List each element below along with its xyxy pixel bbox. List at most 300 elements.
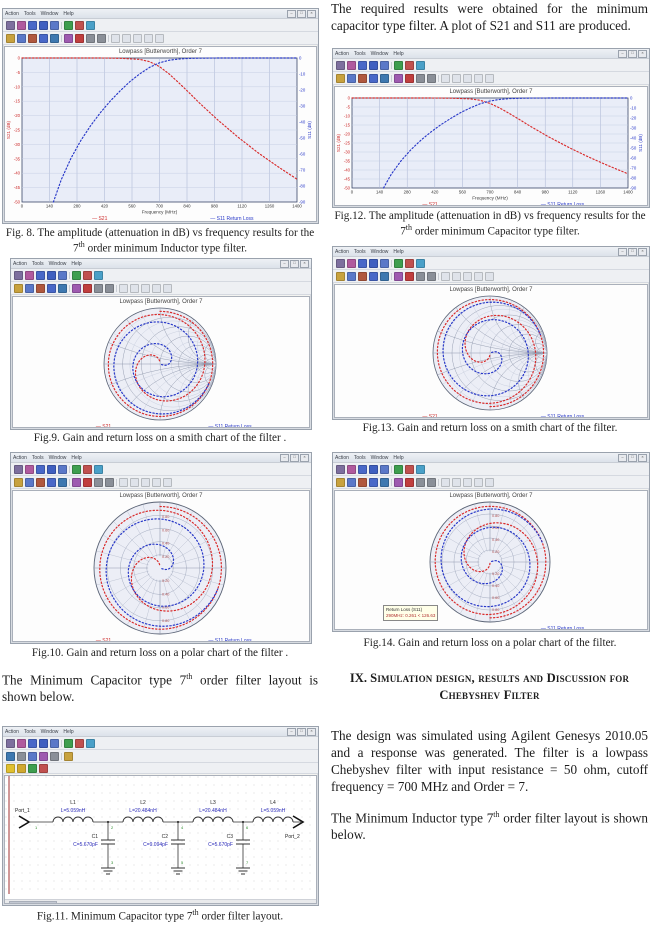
scrollbar-thumb[interactable] xyxy=(9,901,57,904)
svg-text:-60: -60 xyxy=(630,155,637,161)
close-button[interactable]: × xyxy=(300,454,309,462)
pan-icon[interactable] xyxy=(47,284,56,293)
menu-help[interactable]: Help xyxy=(393,454,404,461)
svg-text:-80: -80 xyxy=(299,183,306,189)
refresh-icon[interactable] xyxy=(416,259,425,268)
stop-icon[interactable] xyxy=(83,271,92,280)
menu-action[interactable]: Action xyxy=(13,260,27,267)
part-yellow-icon[interactable] xyxy=(6,764,15,773)
toolbar-separator xyxy=(391,479,392,486)
toolbar-separator xyxy=(61,22,62,29)
save-icon[interactable] xyxy=(47,465,56,474)
text-icon[interactable] xyxy=(105,284,114,293)
svg-text:1260: 1260 xyxy=(595,189,606,195)
svg-text:C=5.670pF: C=5.670pF xyxy=(208,842,233,848)
paragraph-required-results: The required results were obtained for the minimum capacitor type filter. A plot of S21 and S11 are produced. xyxy=(331,1,648,33)
svg-text:700: 700 xyxy=(486,189,494,195)
zoom-in-icon[interactable] xyxy=(358,478,367,487)
svg-text:0: 0 xyxy=(17,55,20,61)
circle-icon[interactable] xyxy=(39,752,48,761)
save-icon[interactable] xyxy=(369,61,378,70)
select-icon[interactable] xyxy=(6,34,15,43)
svg-text:-40: -40 xyxy=(630,135,637,141)
svg-text:-15: -15 xyxy=(13,98,20,104)
menu-action[interactable]: Action xyxy=(13,454,27,461)
text-icon[interactable] xyxy=(97,34,106,43)
svg-text:L3: L3 xyxy=(210,800,216,806)
chart-legend xyxy=(335,201,647,206)
svg-text:-40: -40 xyxy=(13,170,20,176)
toolbar-graph xyxy=(333,72,649,85)
redo-icon[interactable] xyxy=(141,478,150,487)
menu-action[interactable]: Action xyxy=(335,454,349,461)
svg-text:L2: L2 xyxy=(140,800,146,806)
table-icon[interactable] xyxy=(58,465,67,474)
toolbar-graph xyxy=(3,32,318,45)
restore-button[interactable]: □ xyxy=(290,454,299,462)
print-icon[interactable] xyxy=(14,271,23,280)
marker-icon[interactable] xyxy=(380,74,389,83)
zoom-in-icon[interactable] xyxy=(358,74,367,83)
svg-text:-10: -10 xyxy=(343,113,350,119)
zoom-window-icon[interactable] xyxy=(25,284,34,293)
window-titlebar xyxy=(333,453,649,463)
svg-text:0: 0 xyxy=(299,55,302,61)
undo-icon[interactable] xyxy=(130,478,139,487)
note-icon[interactable] xyxy=(119,478,128,487)
restore-button[interactable]: □ xyxy=(297,10,306,18)
select-icon[interactable] xyxy=(336,478,345,487)
svg-text:-70: -70 xyxy=(299,167,306,173)
menu-tools[interactable]: Tools xyxy=(23,728,36,735)
zoom-out-icon[interactable] xyxy=(474,478,483,487)
chart-legend xyxy=(335,413,647,418)
stop-icon[interactable] xyxy=(75,21,84,30)
trace-icon[interactable] xyxy=(405,74,414,83)
svg-text:-5: -5 xyxy=(346,104,350,110)
axes-icon[interactable] xyxy=(72,478,81,487)
svg-text:2: 2 xyxy=(111,825,114,830)
toolbar-separator xyxy=(438,273,439,280)
chart-canvas-fig8 xyxy=(5,55,314,215)
text-icon[interactable] xyxy=(427,74,436,83)
menu-action[interactable]: Action xyxy=(335,248,349,255)
close-button[interactable]: × xyxy=(638,50,647,58)
print-icon[interactable] xyxy=(6,739,15,748)
close-button[interactable]: × xyxy=(638,248,647,256)
chart-legend xyxy=(13,637,309,642)
svg-text:C=9.094pF: C=9.094pF xyxy=(143,842,168,848)
toolbar-separator xyxy=(69,285,70,292)
copy-icon[interactable] xyxy=(358,259,367,268)
toolbar-separator xyxy=(391,273,392,280)
save-icon[interactable] xyxy=(369,465,378,474)
minimize-button[interactable]: – xyxy=(618,248,627,256)
run-icon[interactable] xyxy=(394,259,403,268)
trace-icon[interactable] xyxy=(75,34,84,43)
menu-help[interactable]: Help xyxy=(393,248,404,255)
toolbar-separator xyxy=(438,75,439,82)
svg-text:L4: L4 xyxy=(270,800,276,806)
note-icon[interactable] xyxy=(441,478,450,487)
restore-button[interactable]: □ xyxy=(628,248,637,256)
print-icon[interactable] xyxy=(336,465,345,474)
axes-icon[interactable] xyxy=(72,284,81,293)
toolbar-parts xyxy=(3,763,318,774)
svg-text:0.60: 0.60 xyxy=(162,605,170,610)
help-icon[interactable] xyxy=(485,74,494,83)
stop-icon[interactable] xyxy=(83,465,92,474)
svg-text:0.20: 0.20 xyxy=(492,550,500,554)
stop-icon[interactable] xyxy=(405,61,414,70)
svg-text:840: 840 xyxy=(183,203,191,209)
pan-icon[interactable] xyxy=(39,34,48,43)
print-icon[interactable] xyxy=(14,465,23,474)
svg-text:0.20: 0.20 xyxy=(162,579,170,584)
app-window-fig9 xyxy=(10,258,312,430)
help-icon[interactable] xyxy=(163,284,172,293)
help-icon[interactable] xyxy=(485,478,494,487)
svg-text:700: 700 xyxy=(155,203,164,209)
svg-text:-80: -80 xyxy=(630,175,637,181)
redo-icon[interactable] xyxy=(463,272,472,281)
menu-tools[interactable]: Tools xyxy=(31,454,44,461)
legend-s11: — S11 Return Loss xyxy=(208,638,252,642)
toolbar-draw xyxy=(3,750,318,763)
export-icon[interactable] xyxy=(17,21,26,30)
annotation-icon[interactable] xyxy=(64,752,73,761)
minimize-button[interactable]: – xyxy=(618,50,627,58)
redo-icon[interactable] xyxy=(133,34,142,43)
grid-icon[interactable] xyxy=(416,272,425,281)
refresh-icon[interactable] xyxy=(94,465,103,474)
menu-window[interactable]: Window xyxy=(370,248,389,255)
part-red-icon[interactable] xyxy=(39,764,48,773)
paragraph-chebyshev-design: The design was simulated using Agilent Genesys 2010.05 and a response was generated. The filter is a lowpass Chebyshev filter with input resistance = 50 ohm, cutoff frequency = 700 MHz and Order = 7. xyxy=(331,728,648,794)
refresh-icon[interactable] xyxy=(86,739,95,748)
text-icon[interactable] xyxy=(427,478,436,487)
refresh-icon[interactable] xyxy=(94,271,103,280)
minimize-button[interactable]: – xyxy=(287,10,296,18)
restore-button[interactable]: □ xyxy=(297,728,306,736)
svg-text:-50: -50 xyxy=(630,145,637,151)
svg-text:-5: -5 xyxy=(16,69,20,75)
zoom-out-icon[interactable] xyxy=(152,478,161,487)
legend-s21: — S21 xyxy=(95,424,112,428)
refresh-icon[interactable] xyxy=(86,21,95,30)
pan-icon[interactable] xyxy=(47,478,56,487)
run-icon[interactable] xyxy=(72,271,81,280)
legend-s21: — S21 xyxy=(95,638,112,642)
menu-help[interactable]: Help xyxy=(393,50,404,57)
axes-icon[interactable] xyxy=(394,272,403,281)
note-icon[interactable] xyxy=(111,34,120,43)
export-icon[interactable] xyxy=(25,271,34,280)
svg-text:-40: -40 xyxy=(299,119,306,125)
export-icon[interactable] xyxy=(17,739,26,748)
menu-action[interactable]: Action xyxy=(335,50,349,57)
zoom-in-icon[interactable] xyxy=(36,478,45,487)
graph-title: Lowpass [Butterworth], Order 7 xyxy=(449,287,533,293)
toolbar-main xyxy=(3,19,318,32)
horizontal-scrollbar[interactable] xyxy=(5,899,316,904)
undo-icon[interactable] xyxy=(130,284,139,293)
close-button[interactable]: × xyxy=(300,260,309,268)
grid-icon[interactable] xyxy=(416,478,425,487)
text-icon[interactable] xyxy=(105,478,114,487)
menu-help[interactable]: Help xyxy=(71,260,82,267)
save-icon[interactable] xyxy=(47,271,56,280)
copy-icon[interactable] xyxy=(358,465,367,474)
menu-tools[interactable]: Tools xyxy=(23,10,36,17)
copy-icon[interactable] xyxy=(28,21,37,30)
pan-icon[interactable] xyxy=(369,74,378,83)
copy-icon[interactable] xyxy=(36,465,45,474)
copy-icon[interactable] xyxy=(28,739,37,748)
grid-icon[interactable] xyxy=(86,34,95,43)
marker-icon[interactable] xyxy=(58,478,67,487)
svg-text:C2: C2 xyxy=(161,834,168,840)
undo-icon[interactable] xyxy=(452,478,461,487)
run-icon[interactable] xyxy=(394,465,403,474)
table-icon[interactable] xyxy=(380,465,389,474)
note-icon[interactable] xyxy=(441,272,450,281)
table-icon[interactable] xyxy=(50,21,59,30)
chart-legend xyxy=(335,625,647,630)
svg-text:-35: -35 xyxy=(13,156,20,162)
menu-tools[interactable]: Tools xyxy=(353,50,366,57)
table-icon[interactable] xyxy=(58,271,67,280)
zoom-window-icon[interactable] xyxy=(347,478,356,487)
print-icon[interactable] xyxy=(6,21,15,30)
svg-text:0.40: 0.40 xyxy=(492,584,500,588)
close-button[interactable]: × xyxy=(307,10,316,18)
menu-window[interactable]: Window xyxy=(370,50,389,57)
svg-text:0.60: 0.60 xyxy=(162,528,170,533)
toolbar-separator xyxy=(61,753,62,760)
svg-text:7: 7 xyxy=(246,860,249,865)
svg-text:1400: 1400 xyxy=(623,189,633,195)
svg-text:S11 (dB): S11 (dB) xyxy=(307,121,312,139)
chart-canvas-fig10 xyxy=(13,499,307,637)
menu-tools[interactable]: Tools xyxy=(31,260,44,267)
svg-text:-50: -50 xyxy=(13,199,20,205)
svg-text:420: 420 xyxy=(100,203,109,209)
select-icon[interactable] xyxy=(336,74,345,83)
caption-fig13: Fig.13. Gain and return loss on a smith chart of the filter. xyxy=(362,422,618,434)
toolbar-separator xyxy=(391,260,392,267)
help-icon[interactable] xyxy=(163,478,172,487)
marker-icon[interactable] xyxy=(50,34,59,43)
chart-canvas-fig13 xyxy=(335,293,645,413)
svg-text:5: 5 xyxy=(181,860,184,865)
stop-icon[interactable] xyxy=(75,739,84,748)
svg-text:-45: -45 xyxy=(343,176,350,182)
svg-text:1400: 1400 xyxy=(292,203,302,209)
minimize-button[interactable]: – xyxy=(618,454,627,462)
copy-icon[interactable] xyxy=(36,271,45,280)
export-icon[interactable] xyxy=(25,465,34,474)
svg-text:0.40: 0.40 xyxy=(492,538,500,542)
zoom-window-icon[interactable] xyxy=(347,272,356,281)
help-icon[interactable] xyxy=(485,272,494,281)
undo-icon[interactable] xyxy=(452,272,461,281)
legend-s21: — S21 xyxy=(92,216,108,222)
zoom-out-icon[interactable] xyxy=(474,74,483,83)
select-icon[interactable] xyxy=(14,284,23,293)
note-icon[interactable] xyxy=(441,74,450,83)
note-icon[interactable] xyxy=(119,284,128,293)
toolbar-main xyxy=(11,463,311,476)
menu-help[interactable]: Help xyxy=(63,10,74,17)
axes-icon[interactable] xyxy=(394,478,403,487)
trace-icon[interactable] xyxy=(405,478,414,487)
table-icon[interactable] xyxy=(380,259,389,268)
undo-icon[interactable] xyxy=(452,74,461,83)
svg-text:0.80: 0.80 xyxy=(492,514,500,518)
select-icon[interactable] xyxy=(336,272,345,281)
refresh-icon[interactable] xyxy=(416,465,425,474)
axes-icon[interactable] xyxy=(64,34,73,43)
axes-icon[interactable] xyxy=(394,74,403,83)
menu-window[interactable]: Window xyxy=(40,10,59,17)
marker-icon[interactable] xyxy=(380,478,389,487)
svg-text:560: 560 xyxy=(458,189,466,195)
trace-icon[interactable] xyxy=(83,478,92,487)
copy-icon[interactable] xyxy=(358,61,367,70)
menu-window[interactable]: Window xyxy=(48,454,67,461)
svg-text:L1: L1 xyxy=(70,800,76,806)
marker-icon[interactable] xyxy=(380,272,389,281)
table-icon[interactable] xyxy=(50,739,59,748)
marker-tooltip: Return Loss (S11) 290MHz: 0.261 < 126.63 xyxy=(383,605,438,621)
grid-icon[interactable] xyxy=(94,284,103,293)
save-icon[interactable] xyxy=(39,21,48,30)
minimize-button[interactable]: – xyxy=(280,454,289,462)
toolbar-separator xyxy=(69,272,70,279)
menu-tools[interactable]: Tools xyxy=(353,454,366,461)
svg-text:3: 3 xyxy=(111,860,114,865)
app-window-fig13 xyxy=(332,246,650,420)
text-icon[interactable] xyxy=(427,272,436,281)
menu-action[interactable]: Action xyxy=(5,728,19,735)
svg-text:280: 280 xyxy=(73,203,81,209)
export-icon[interactable] xyxy=(347,61,356,70)
menu-window[interactable]: Window xyxy=(370,454,389,461)
menu-window[interactable]: Window xyxy=(40,728,59,735)
restore-button[interactable]: □ xyxy=(290,260,299,268)
svg-text:-20: -20 xyxy=(630,115,637,121)
zoom-out-icon[interactable] xyxy=(144,34,153,43)
print-icon[interactable] xyxy=(336,259,345,268)
menu-help[interactable]: Help xyxy=(63,728,74,735)
menu-window[interactable]: Window xyxy=(48,260,67,267)
export-icon[interactable] xyxy=(347,465,356,474)
table-icon[interactable] xyxy=(380,61,389,70)
trace-icon[interactable] xyxy=(83,284,92,293)
zoom-in-icon[interactable] xyxy=(36,284,45,293)
save-icon[interactable] xyxy=(39,739,48,748)
svg-text:-30: -30 xyxy=(299,103,306,109)
svg-text:S11 (dB): S11 (dB) xyxy=(638,134,643,152)
run-icon[interactable] xyxy=(64,739,73,748)
part-orange-icon[interactable] xyxy=(17,764,26,773)
redo-icon[interactable] xyxy=(463,478,472,487)
toolbar-separator xyxy=(391,466,392,473)
zoom-in-icon[interactable] xyxy=(358,272,367,281)
svg-text:6: 6 xyxy=(246,825,249,830)
svg-text:-25: -25 xyxy=(13,127,20,133)
print-icon[interactable] xyxy=(336,61,345,70)
menu-action[interactable]: Action xyxy=(5,10,19,17)
menu-help[interactable]: Help xyxy=(71,454,82,461)
toolbar-main xyxy=(3,737,318,750)
line-icon[interactable] xyxy=(17,752,26,761)
svg-text:-30: -30 xyxy=(343,149,350,155)
svg-text:C3: C3 xyxy=(226,834,233,840)
save-icon[interactable] xyxy=(369,259,378,268)
caption-fig9: Fig.9. Gain and return loss on a smith chart of the filter . xyxy=(33,432,287,444)
stop-icon[interactable] xyxy=(405,259,414,268)
help-icon[interactable] xyxy=(155,34,164,43)
redo-icon[interactable] xyxy=(463,74,472,83)
toolbar-graph xyxy=(333,476,649,489)
svg-text:L=5.059nH: L=5.059nH xyxy=(260,808,286,814)
svg-text:-45: -45 xyxy=(13,185,20,191)
zoom-out-icon[interactable] xyxy=(474,272,483,281)
run-icon[interactable] xyxy=(394,61,403,70)
select-icon[interactable] xyxy=(14,478,23,487)
zoom-out-icon[interactable] xyxy=(152,284,161,293)
svg-text:140: 140 xyxy=(45,203,54,209)
refresh-icon[interactable] xyxy=(416,61,425,70)
caption-fig8: Fig. 8. The amplitude (attenuation in dB) vs frequency results for the 7th order minimum Inductor type filter. xyxy=(5,227,315,255)
menu-tools[interactable]: Tools xyxy=(353,248,366,255)
run-icon[interactable] xyxy=(72,465,81,474)
close-button[interactable]: × xyxy=(307,728,316,736)
redo-icon[interactable] xyxy=(141,284,150,293)
wire-icon[interactable] xyxy=(6,752,15,761)
svg-text:0.40: 0.40 xyxy=(162,541,170,546)
zoom-window-icon[interactable] xyxy=(25,478,34,487)
restore-button[interactable]: □ xyxy=(628,50,637,58)
svg-text:-25: -25 xyxy=(343,140,350,146)
pan-icon[interactable] xyxy=(369,478,378,487)
pan-icon[interactable] xyxy=(369,272,378,281)
svg-text:0.80: 0.80 xyxy=(492,608,500,612)
undo-icon[interactable] xyxy=(122,34,131,43)
zoom-window-icon[interactable] xyxy=(17,34,26,43)
stop-icon[interactable] xyxy=(405,465,414,474)
part-green-icon[interactable] xyxy=(28,764,37,773)
chart-canvas-fig12 xyxy=(335,95,645,201)
grid-icon[interactable] xyxy=(94,478,103,487)
zoom-in-icon[interactable] xyxy=(28,34,37,43)
zoom-window-icon[interactable] xyxy=(347,74,356,83)
grid-icon[interactable] xyxy=(416,74,425,83)
arc-icon[interactable] xyxy=(50,752,59,761)
minimize-button[interactable]: – xyxy=(287,728,296,736)
export-icon[interactable] xyxy=(347,259,356,268)
rect-icon[interactable] xyxy=(28,752,37,761)
run-icon[interactable] xyxy=(64,21,73,30)
trace-icon[interactable] xyxy=(405,272,414,281)
close-button[interactable]: × xyxy=(638,454,647,462)
minimize-button[interactable]: – xyxy=(280,260,289,268)
marker-icon[interactable] xyxy=(58,284,67,293)
svg-text:-10: -10 xyxy=(299,71,306,77)
restore-button[interactable]: □ xyxy=(628,454,637,462)
